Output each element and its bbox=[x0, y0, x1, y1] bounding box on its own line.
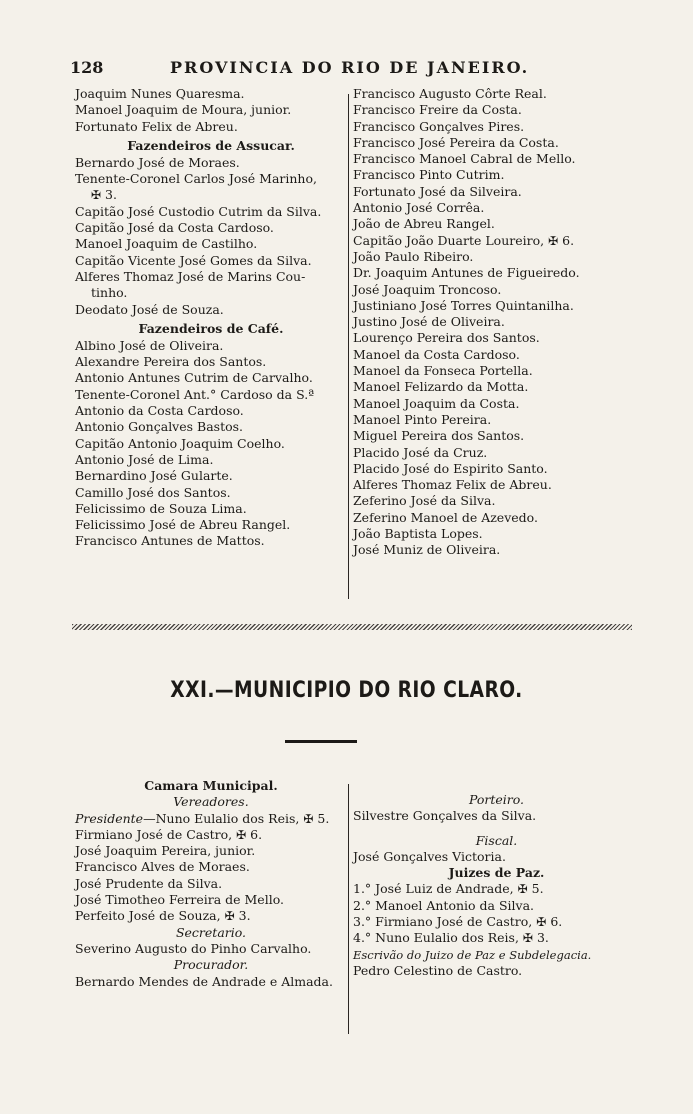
list-item: Miguel Pereira dos Santos. bbox=[353, 428, 525, 444]
fiscal-heading: Fiscal. bbox=[475, 832, 518, 848]
list-item: José Joaquim Troncoso. bbox=[353, 281, 502, 297]
list-item: Francisco Pinto Cutrim. bbox=[353, 167, 505, 183]
list-item: Capitão José da Costa Cardoso. bbox=[75, 220, 274, 236]
list-item: Deodato José de Souza. bbox=[75, 301, 224, 317]
list-item: Fortunato José da Silveira. bbox=[353, 183, 522, 199]
list-item: Manoel Felizardo da Motta. bbox=[353, 379, 529, 395]
page-header bbox=[70, 58, 640, 82]
vereadores-heading: Vereadores. bbox=[173, 794, 249, 810]
escrivao-heading: Escrivão do Juizo de Paz e Subdelegacia. bbox=[353, 947, 592, 962]
members-list-section bbox=[70, 86, 640, 606]
left-column bbox=[75, 778, 347, 990]
list-item: Placido José do Espirito Santo. bbox=[353, 460, 548, 476]
list-item: João Paulo Ribeiro. bbox=[353, 248, 474, 264]
list-item: José Muniz de Oliveira. bbox=[353, 542, 501, 558]
list-item: 1.° José Luiz de Andrade, ✠ 5. bbox=[353, 881, 544, 897]
list-item: Fortunato Felix de Abreu. bbox=[75, 118, 238, 134]
list-item: Zeferino José da Silva. bbox=[353, 493, 496, 509]
cross-icon: ✠ bbox=[303, 811, 314, 826]
list-item: Bernardo Mendes de Andrade e Almada. bbox=[75, 973, 333, 989]
list-item: Zeferino Manoel de Azevedo. bbox=[353, 509, 538, 525]
list-item: 3.° Firmiano José de Castro, ✠ 6. bbox=[353, 914, 563, 930]
list-item: Francisco Antunes de Mattos. bbox=[75, 533, 265, 549]
cross-icon: ✠ bbox=[91, 188, 102, 203]
list-item: Pedro Celestino de Castro. bbox=[353, 962, 523, 978]
list-item: Capitão Antonio Joaquim Coelho. bbox=[75, 435, 285, 451]
list-item: José Gonçalves Victoria. bbox=[353, 848, 506, 864]
left-column bbox=[75, 86, 347, 550]
list-item: Alferes Thomaz José de Marins Cou- bbox=[75, 268, 306, 284]
list-item: Capitão Vicente José Gomes da Silva. bbox=[75, 252, 312, 268]
list-item: Alferes Thomaz Felix de Abreu. bbox=[353, 477, 552, 493]
list-item: Francisco Augusto Côrte Real. bbox=[353, 86, 547, 101]
list-item: José Joaquim Pereira, junior. bbox=[75, 843, 256, 859]
running-title: PROVINCIA DO RIO DE JANEIRO. bbox=[170, 58, 530, 77]
cross-icon: ✠ bbox=[536, 915, 547, 930]
list-item: Francisco Manoel Cabral de Mello. bbox=[353, 151, 576, 167]
list-item: João de Abreu Rangel. bbox=[353, 216, 495, 232]
wavy-divider bbox=[72, 624, 632, 630]
juizes-heading: Juizes de Paz. bbox=[448, 865, 545, 881]
list-item: 4.° Nuno Eulalio dos Reis, ✠ 3. bbox=[353, 930, 549, 946]
porteiro-heading: Porteiro. bbox=[468, 792, 525, 807]
list-item: Francisco Freire da Costa. bbox=[353, 102, 522, 118]
list-item: Dr. Joaquim Antunes de Figueiredo. bbox=[353, 265, 580, 281]
list-item: Antonio Antunes Cutrim de Carvalho. bbox=[75, 370, 313, 386]
list-item: Severino Augusto do Pinho Carvalho. bbox=[75, 940, 312, 956]
list-item: Presidente—Nuno Eulalio dos Reis, ✠ 5. bbox=[75, 810, 330, 826]
list-item: Albino José de Oliveira. bbox=[75, 337, 224, 353]
subheading-fazendeiros-cafe: Fazendeiros de Café. bbox=[138, 320, 284, 336]
list-item: Bernardino José Gularte. bbox=[75, 468, 233, 484]
list-item: Francisco José Pereira da Costa. bbox=[353, 134, 559, 150]
list-item-continuation: tinho. bbox=[91, 285, 128, 301]
secretario-heading: Secretario. bbox=[175, 924, 247, 940]
list-item: Manoel Joaquim da Costa. bbox=[353, 395, 520, 411]
list-item: José Prudente da Silva. bbox=[75, 875, 223, 891]
list-item: Felicissimo de Souza Lima. bbox=[75, 500, 247, 516]
cross-icon: ✠ bbox=[522, 931, 533, 946]
list-item: Bernardo José de Moraes. bbox=[75, 154, 240, 170]
list-item: Manoel Joaquim de Moura, junior. bbox=[75, 102, 292, 118]
cross-icon: ✠ bbox=[236, 827, 247, 842]
list-item: Antonio José Corrêa. bbox=[353, 200, 485, 216]
list-item: José Timotheo Ferreira de Mello. bbox=[75, 892, 284, 908]
chapter-title: XXI.—MUNICIPIO DO RIO CLARO. bbox=[170, 678, 523, 703]
list-item: Justiniano José Torres Quintanilha. bbox=[353, 297, 574, 313]
column-divider bbox=[348, 784, 349, 1034]
list-item: Lourenço Pereira dos Santos. bbox=[353, 330, 540, 346]
list-item-continuation: ✠ 3. bbox=[91, 187, 117, 203]
list-item: Antonio Gonçalves Bastos. bbox=[75, 419, 244, 435]
list-item: Manoel da Costa Cardoso. bbox=[353, 346, 520, 362]
right-column bbox=[353, 778, 640, 979]
procurador-heading: Procurador. bbox=[173, 957, 249, 973]
list-item: Firmiano José de Castro, ✠ 6. bbox=[75, 826, 263, 842]
list-item: Alexandre Pereira dos Santos. bbox=[75, 354, 267, 370]
list-item: Manoel da Fonseca Portella. bbox=[353, 363, 533, 379]
list-item: Placido José da Cruz. bbox=[353, 444, 488, 460]
list-item: Camillo José dos Santos. bbox=[75, 484, 231, 500]
list-item: Francisco Alves de Moraes. bbox=[75, 859, 250, 875]
list-item: Joaquim Nunes Quaresma. bbox=[75, 86, 245, 101]
cross-icon: ✠ bbox=[517, 882, 528, 897]
cross-icon: ✠ bbox=[548, 233, 559, 248]
list-item: Felicissimo José de Abreu Rangel. bbox=[75, 517, 291, 533]
list-item: Antonio José de Lima. bbox=[75, 451, 214, 467]
list-item: Antonio da Costa Cardoso. bbox=[75, 403, 244, 419]
list-item: Capitão José Custodio Cutrim da Silva. bbox=[75, 203, 322, 219]
list-item: Manoel Pinto Pereira. bbox=[353, 411, 492, 427]
cross-icon: ✠ bbox=[224, 909, 235, 924]
list-item: 2.° Manoel Antonio da Silva. bbox=[353, 897, 534, 913]
list-item: Francisco Gonçalves Pires. bbox=[353, 118, 525, 134]
list-item: Capitão João Duarte Loureiro, ✠ 6. bbox=[353, 232, 575, 248]
list-item: Perfeito José de Souza, ✠ 3. bbox=[75, 908, 251, 924]
right-column bbox=[353, 86, 640, 559]
list-item: Manoel Joaquim de Castilho. bbox=[75, 236, 258, 252]
camara-heading: Camara Municipal. bbox=[144, 778, 278, 793]
list-item: Silvestre Gonçalves da Silva. bbox=[353, 808, 537, 824]
column-divider bbox=[348, 94, 349, 599]
subheading-fazendeiros-assucar: Fazendeiros de Assucar. bbox=[127, 137, 295, 153]
title-rule bbox=[285, 740, 357, 743]
list-item: Tenente-Coronel Carlos José Marinho, bbox=[75, 171, 317, 187]
list-item: Justino José de Oliveira. bbox=[353, 314, 505, 330]
list-item: Tenente-Coronel Ant.° Cardoso da S.ª bbox=[75, 386, 315, 402]
municipio-section bbox=[70, 778, 640, 1048]
list-item: João Baptista Lopes. bbox=[353, 526, 483, 542]
page-number: 128 bbox=[70, 58, 104, 77]
